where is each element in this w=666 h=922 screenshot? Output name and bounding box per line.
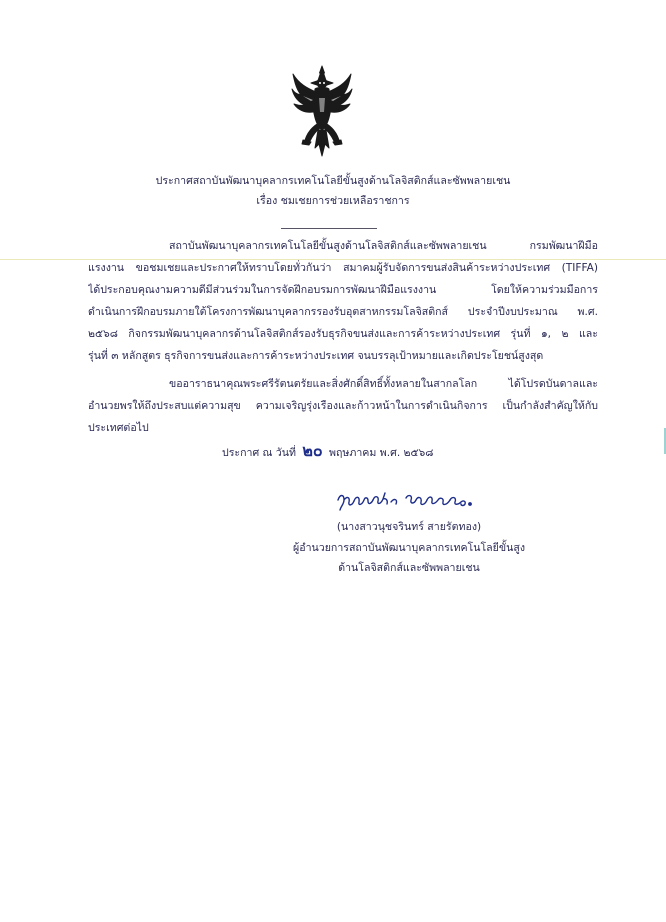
handwritten-signature	[334, 488, 484, 514]
paragraph-1-line: รุ่นที่ ๓ หลักสูตร ธุรกิจการขนส่งและการค้าระหว่างประเทศ จนบรรลุเป้าหมายและเกิดประโยชน์สูงสุด	[88, 350, 544, 362]
announcement-date	[222, 441, 433, 463]
announcement-title: ประกาศสถาบันพัฒนาบุคลากรเทคโนโลยีขั้นสูงด้านโลจิสติกส์และซัพพลายเชน	[155, 175, 511, 187]
paragraph-2	[88, 373, 598, 439]
date-month-year: พฤษภาคม พ.ศ. ๒๕๖๘	[329, 447, 434, 459]
announcement-subject: เรื่อง ชมเชยการช่วยเหลือราชการ	[256, 195, 410, 207]
signatory-position-line-1: ผู้อำนวยการสถาบันพัฒนาบุคลากรเทคโนโลยีขั้นสูง	[293, 542, 525, 554]
paragraph-1	[88, 235, 598, 367]
date-prefix: ประกาศ ณ วันที่	[222, 447, 296, 459]
signatory-position-line-2: ด้านโลจิสติกส์และซัพพลายเชน	[338, 562, 480, 574]
garuda-emblem-icon	[291, 64, 353, 160]
title-divider	[281, 228, 377, 229]
paragraph-1-line: ดำเนินการฝึกอบรมภายใต้โครงการพัฒนาบุคลากรรองรับอุตสาหกรรมโลจิสติกส์ ประจำปีงบประมาณ พ.ศ.	[88, 306, 598, 318]
paragraph-2-line: อำนวยพรให้ถึงประสบแต่ความสุข ความเจริญรุ่งเรืองและก้าวหน้าในการดำเนินกิจการ เป็นกำลังสำคัญให้กับ	[88, 400, 598, 412]
signatory-name: (นางสาวนุชจรินทร์ สายรัตทอง)	[336, 521, 482, 533]
paragraph-1-line: ๒๕๖๘ กิจกรรมพัฒนาบุคลากรด้านโลจิสติกส์รองรับธุรกิจขนส่งและการค้าระหว่างประเทศ รุ่นที่ ๑, ๒ และ	[88, 328, 598, 340]
paragraph-1-line: แรงงาน ขอชมเชยและประกาศให้ทราบโดยทั่วกันว่า สมาคมผู้รับจัดการขนส่งสินค้าระหว่างประเทศ (TIFFA)	[88, 262, 598, 274]
paragraph-1-line: ได้ประกอบคุณงามความดีมีส่วนร่วมในการจัดฝึกอบรมการพัฒนาฝีมือแรงงาน โดยให้ความร่วมมือการ	[88, 284, 598, 296]
paragraph-1-line: สถาบันพัฒนาบุคลากรเทคโนโลยีขั้นสูงด้านโลจิสติกส์และซัพพลายเชน กรมพัฒนาฝีมือ	[169, 240, 598, 252]
paragraph-2-line: ประเทศต่อไป	[88, 422, 149, 434]
paragraph-2-line: ขออาราธนาคุณพระศรีรัตนตรัยและสิ่งศักดิ์สิทธิ์ทั้งหลายในสากลโลก ได้โปรดบันดาลและ	[169, 378, 598, 390]
date-day: ๒๐	[302, 441, 323, 460]
